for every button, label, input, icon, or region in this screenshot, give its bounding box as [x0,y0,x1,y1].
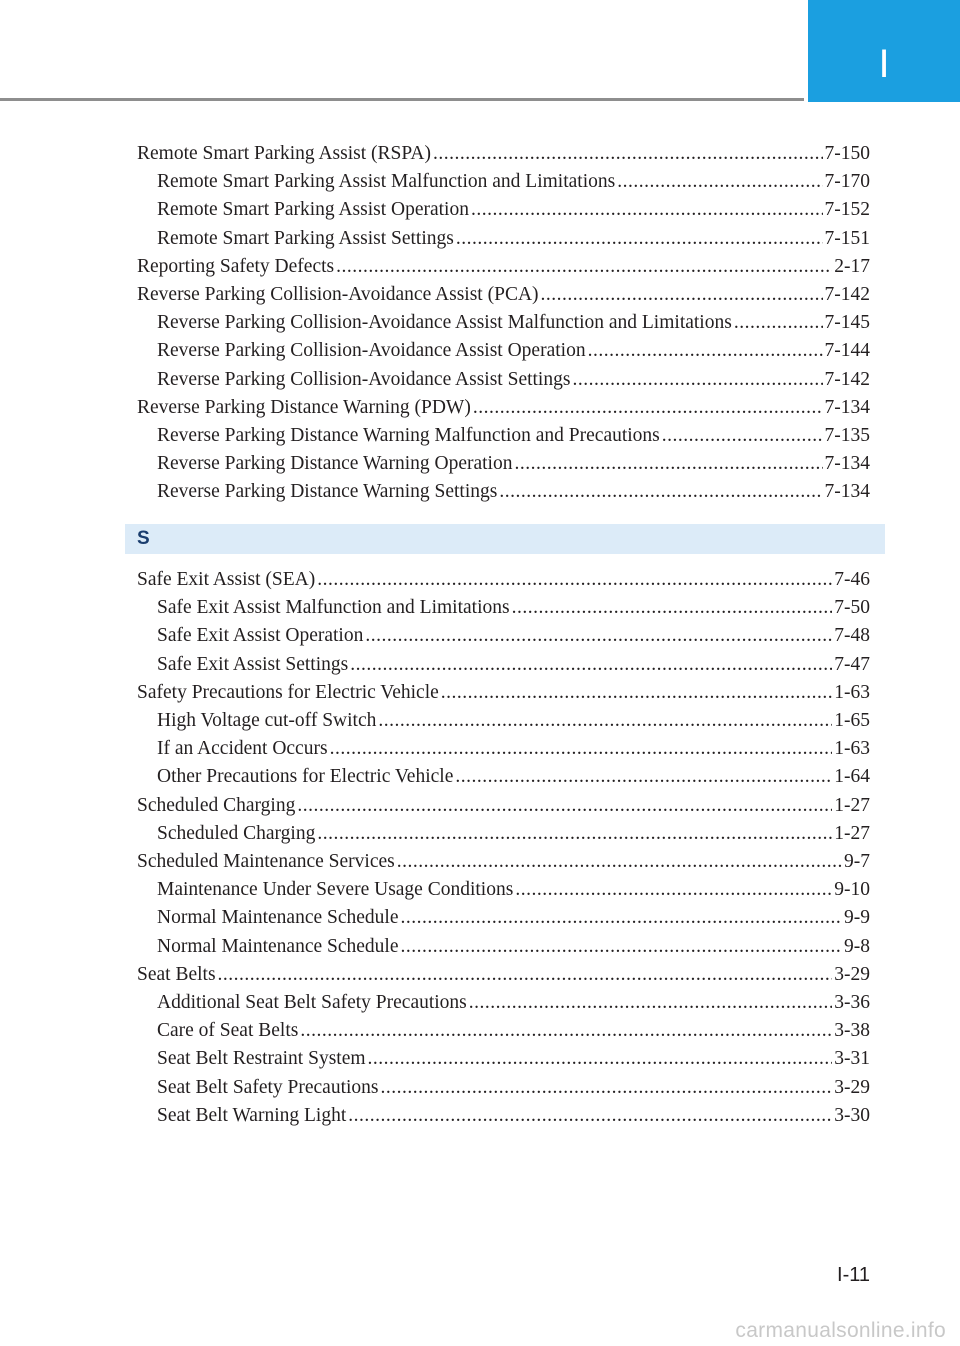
entry-title: Remote Smart Parking Assist (RSPA) [137,143,431,164]
dot-leader [456,225,823,253]
entry-title: Safe Exit Assist Malfunction and Limitations [157,597,510,619]
entry-page: 7-48 [834,625,870,647]
dot-leader [512,594,833,622]
dot-leader [365,622,832,650]
dot-leader [499,478,822,506]
index-entry [137,961,870,989]
dot-leader [572,366,822,394]
dot-leader [514,450,822,478]
entry-page: 7-47 [834,653,870,675]
dot-leader [381,1074,833,1102]
index-entry [157,820,870,848]
entry-page: 7-144 [824,340,870,362]
entry-page: 7-142 [824,284,870,305]
index-entry [157,366,870,394]
index-entry [157,763,870,791]
index-entry [157,594,870,622]
section-header [125,524,885,554]
entry-page: 3-31 [834,1048,870,1070]
dot-leader [433,140,823,168]
entry-page: 1-27 [834,794,870,816]
entry-page: 1-63 [834,738,870,760]
dot-leader [401,904,843,932]
dot-leader [473,394,823,422]
entry-title: Care of Seat Belts [157,1020,299,1042]
index-entry [137,679,870,707]
entry-title: Seat Belt Restraint System [157,1048,366,1070]
dot-leader [336,253,832,281]
dot-leader [471,196,823,224]
entry-title: Remote Smart Parking Assist Operation [157,199,469,221]
entry-title: Remote Smart Parking Assist Malfunction and Limitations [157,171,616,193]
section-tab: I [808,0,960,102]
entry-page: 3-30 [834,1104,870,1126]
entry-page: 7-135 [824,425,870,446]
index-entry [137,566,870,594]
entry-title: Reporting Safety Defects [137,255,335,277]
entry-page: 7-134 [824,396,870,418]
entry-title: High Voltage cut-off Switch [157,710,377,731]
entry-page: 7-151 [824,227,870,249]
entry-title: Seat Belt Warning Light [157,1104,347,1126]
entry-title: Reverse Parking Distance Warning (PDW) [137,396,471,418]
entry-page: 1-65 [834,710,870,731]
index-entry [157,989,870,1017]
dot-leader [401,933,843,961]
entry-page: 7-46 [834,569,870,590]
index-entry [157,735,870,763]
dot-leader [378,707,832,735]
dot-leader [348,1102,832,1130]
index-entry [157,707,870,735]
index-entry [157,1102,870,1130]
dot-leader [617,168,822,196]
dot-leader [317,820,832,848]
entry-title: Maintenance Under Severe Usage Conditions [157,879,514,901]
entry-page: 7-142 [824,368,870,390]
entry-page: 3-29 [834,963,870,985]
index-entry [157,309,870,337]
entry-page: 7-50 [834,597,870,619]
entry-title: Other Precautions for Electric Vehicle [157,766,454,788]
entry-title: Scheduled Charging [137,794,296,816]
index-entry [137,253,870,281]
dot-leader [317,566,832,594]
entry-page: 3-29 [834,1076,870,1098]
dot-leader [541,281,823,309]
entry-title: Reverse Parking Distance Warning Settings [157,481,498,503]
entry-title: Safety Precautions for Electric Vehicle [137,681,439,703]
entry-page: 9-10 [834,879,870,901]
entry-title: Scheduled Maintenance Services [137,851,395,872]
index-entry [157,478,870,506]
entry-title: Reverse Parking Distance Warning Operation [157,453,513,475]
entry-title: Normal Maintenance Schedule [157,935,399,957]
dot-leader [515,876,832,904]
entry-title: Scheduled Charging [157,822,316,844]
section-letter: S [137,528,150,549]
entry-page: 7-145 [824,312,870,334]
index-entry [157,904,870,932]
entry-title: Safe Exit Assist (SEA) [137,569,316,590]
entry-title: Remote Smart Parking Assist Settings [157,227,454,249]
dot-leader [350,651,832,679]
entry-page: 2-17 [834,255,870,277]
dot-leader [588,337,823,365]
entry-page: 9-8 [844,935,870,957]
entry-page: 9-7 [844,851,870,872]
watermark-text: carmanualsonline.info [735,1319,946,1342]
index-entry [157,1017,870,1045]
entry-title: Safe Exit Assist Operation [157,625,364,647]
index-entry [157,337,870,365]
entry-title: Additional Seat Belt Safety Precautions [157,992,467,1013]
entry-page: 3-38 [834,1020,870,1042]
index-entry [137,792,870,820]
dot-leader [734,309,823,337]
entry-page: 1-63 [834,681,870,703]
entry-page: 3-36 [834,992,870,1013]
entry-title: Reverse Parking Collision-Avoidance Assist Settings [157,368,571,390]
entry-page: 7-170 [824,171,870,193]
index-entry [157,622,870,650]
index-entry [157,933,870,961]
entry-title: Reverse Parking Collision-Avoidance Assist Operation [157,340,586,362]
entry-page: 7-134 [824,481,870,503]
index-entry [157,876,870,904]
entry-title: Reverse Parking Distance Warning Malfunction and Precautions [157,425,660,446]
index-entry [157,1045,870,1073]
index-entry [157,450,870,478]
entry-title: Normal Maintenance Schedule [157,907,399,929]
entry-page: 9-9 [844,907,870,929]
dot-leader [330,735,833,763]
entry-page: 1-64 [834,766,870,788]
dot-leader [455,763,832,791]
dot-leader [662,422,823,450]
entry-title: Reverse Parking Collision-Avoidance Assist (PCA) [137,284,539,305]
index-entry [157,225,870,253]
index-entry [157,168,870,196]
dot-leader [297,792,832,820]
entry-page: 1-27 [834,822,870,844]
index-entry [137,394,870,422]
entry-page: 7-134 [824,453,870,475]
entry-title: Seat Belts [137,963,216,985]
entry-title: If an Accident Occurs [157,738,328,760]
entry-page: 7-150 [824,143,870,164]
index-entry [157,196,870,224]
index-entry [157,651,870,679]
watermark-bar [0,1318,960,1346]
index-entry [137,848,870,876]
index-entry [137,140,870,168]
dot-leader [218,961,833,989]
dot-leader [300,1017,832,1045]
entry-page: 7-152 [824,199,870,221]
dot-leader [469,989,832,1017]
entry-title: Seat Belt Safety Precautions [157,1076,379,1098]
index-entry [157,1074,870,1102]
header-rule [0,98,804,101]
entry-title: Reverse Parking Collision-Avoidance Assist Malfunction and Limitations [157,312,732,334]
entry-title: Safe Exit Assist Settings [157,653,349,675]
index-entry [137,281,870,309]
page-number: I-11 [837,1264,870,1286]
dot-leader [368,1045,833,1073]
dot-leader [397,848,842,876]
dot-leader [441,679,832,707]
index-entry [157,422,870,450]
